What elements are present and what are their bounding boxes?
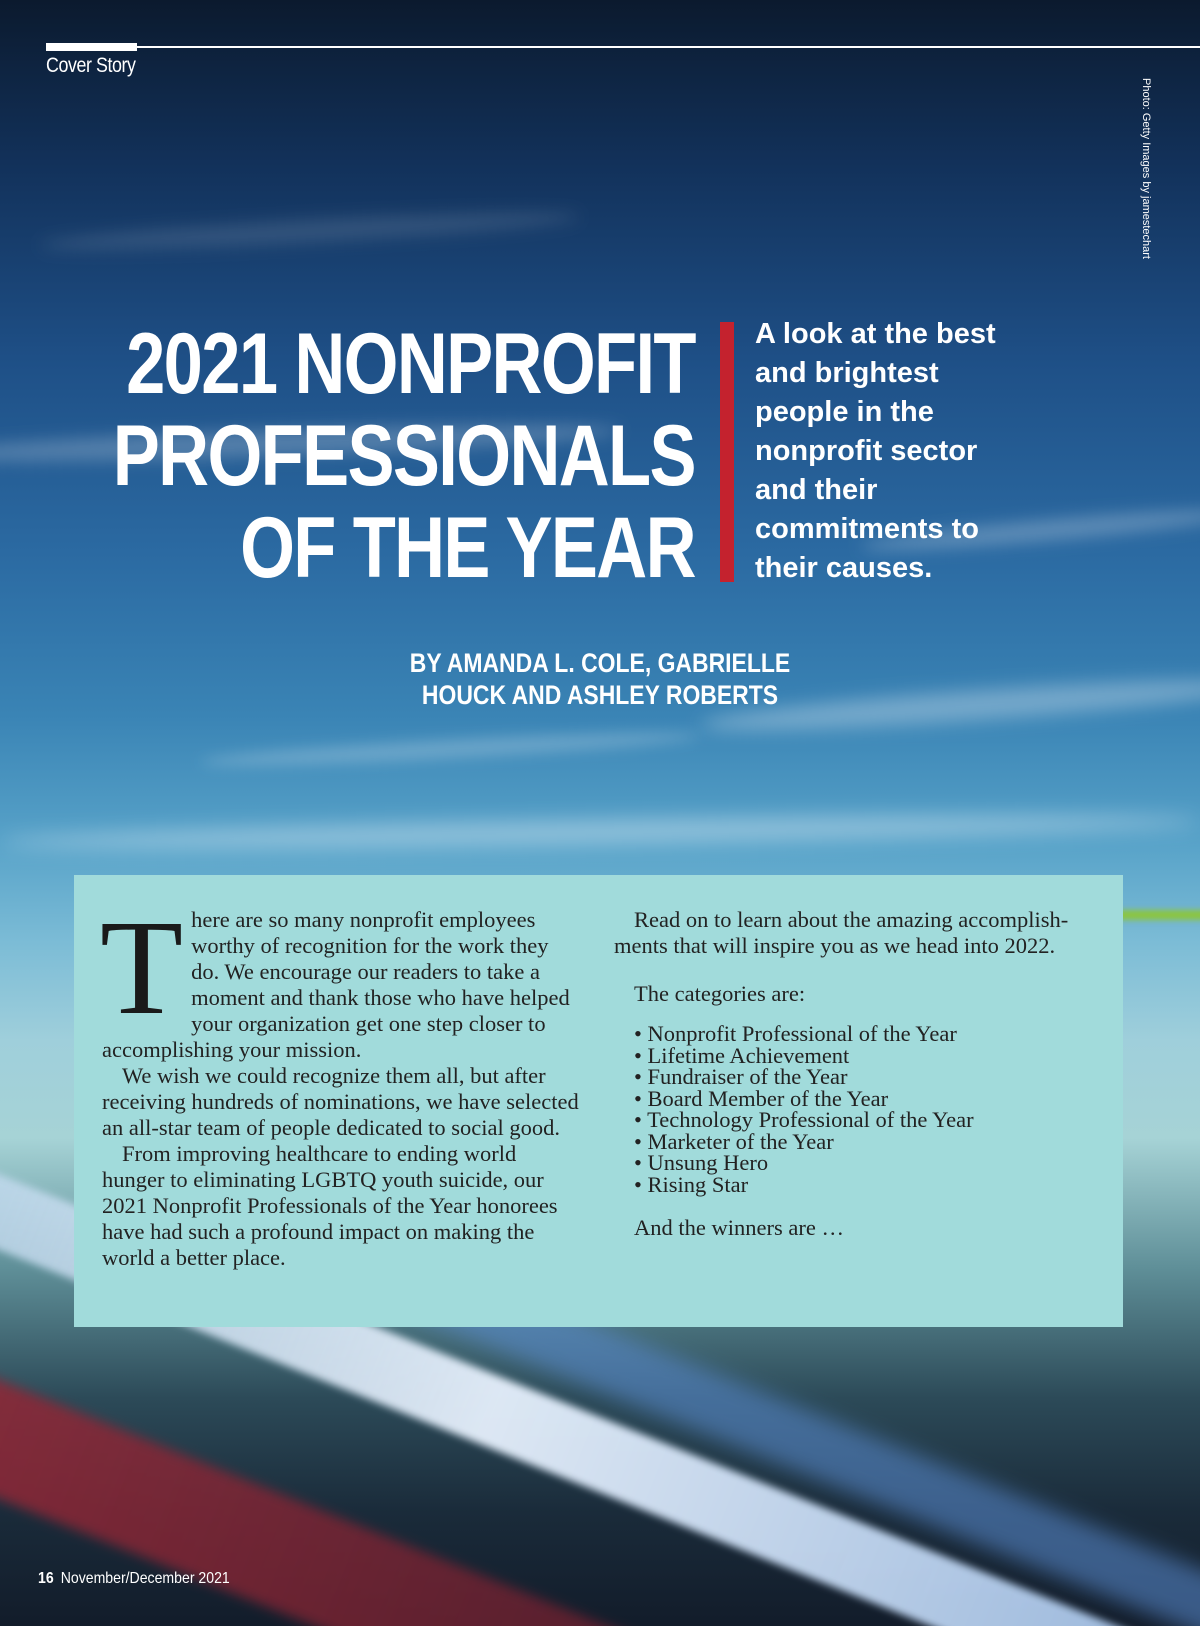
intro-column-right: [614, 907, 1094, 1241]
categories-intro: The categories are:: [634, 981, 806, 1006]
list-item: • Rising Star: [634, 1174, 1094, 1196]
title-line: 2021 NONPROFIT: [126, 316, 695, 412]
list-item: • Unsung Hero: [634, 1152, 1094, 1174]
body-paragraph: We wish we could recognize them all, but after receiving hundreds of nominations, we have selected an all-star team of people dedicated to social good.: [102, 1063, 579, 1140]
byline-line: HOUCK AND ASHLEY ROBERTS: [421, 680, 779, 710]
list-item: • Technology Professional of the Year: [634, 1109, 1094, 1131]
section-label: Cover Story: [46, 54, 136, 77]
article-deck: A look at the best and brightest people in the nonprofit sector and their commitments to their causes.: [755, 318, 996, 584]
list-item: • Lifetime Achievement: [634, 1045, 1094, 1067]
body-paragraph: Read on to learn about the amazing accomplish-ments that will inspire you as we head into 2022.: [614, 907, 1069, 958]
byline-line: BY AMANDA L. COLE, GABRIELLE: [409, 648, 791, 678]
list-item: • Marketer of the Year: [634, 1131, 1094, 1153]
body-paragraph: From improving healthcare to ending world hunger to eliminating LGBTQ youth suicide, our 2021 Nonprofit Professionals of the Year honorees have had such a profound impact on making the world a better place.: [102, 1141, 558, 1270]
list-item: • Nonprofit Professional of the Year: [634, 1023, 1094, 1045]
intro-panel: [74, 875, 1123, 1327]
page-number: 16: [38, 1570, 54, 1587]
header-rule: [46, 46, 1200, 48]
intro-paragraph: [100, 893, 580, 1063]
intro-column-left: [100, 893, 580, 1271]
closing-line: And the winners are …: [634, 1215, 844, 1240]
page-footer: [38, 1570, 230, 1588]
title-line: OF THE YEAR: [240, 500, 695, 596]
drop-cap: T: [100, 893, 184, 1043]
article-title: [113, 318, 695, 594]
intro-text: here are so many nonprofit employees worthy of recognition for the work they do. We encourage our readers to take a moment and thank those who have helped your organization get one step closer to accomplishing your mission.: [102, 907, 570, 1062]
list-item: • Board Member of the Year: [634, 1088, 1094, 1110]
title-line: PROFESSIONALS: [112, 408, 695, 504]
list-item: • Fundraiser of the Year: [634, 1066, 1094, 1088]
title-divider-bar: [720, 322, 734, 582]
header-rule-accent: [46, 43, 137, 51]
categories-list: [614, 1023, 1094, 1195]
photo-credit: Photo: Getty Images by jamestechart: [1140, 78, 1152, 259]
byline: [345, 647, 855, 711]
issue-date: November/December 2021: [60, 1570, 230, 1587]
